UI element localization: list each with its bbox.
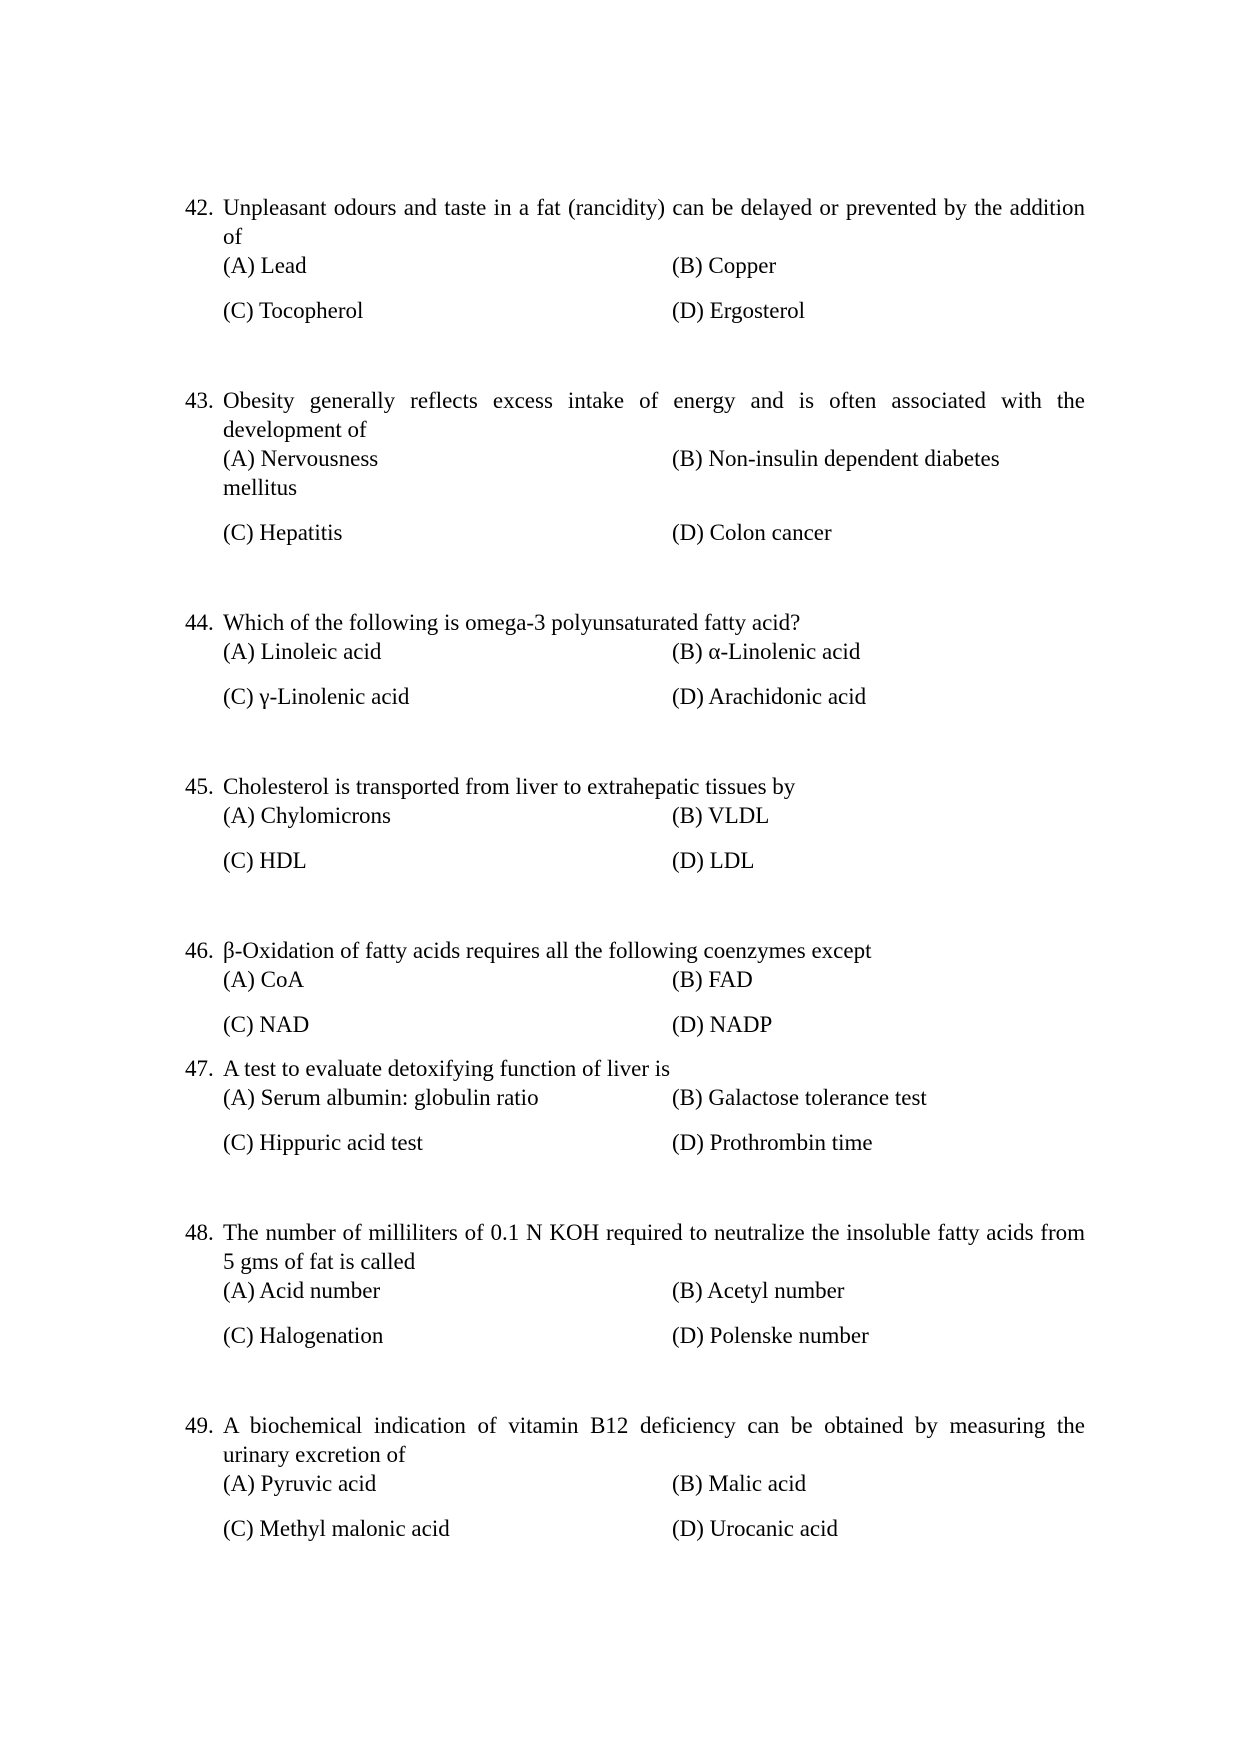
question-44 — [185, 608, 1085, 711]
question-47 — [185, 1054, 1085, 1157]
options-row — [223, 1083, 1085, 1112]
question-text: Cholesterol is transported from liver to extrahepatic tissues by — [223, 774, 796, 799]
option-b: (B) Malic acid — [672, 1471, 807, 1496]
question-text: Unpleasant odours and taste in a fat (rancidity) can be delayed or prevented by the addition of — [223, 195, 1085, 249]
question-49 — [185, 1411, 1085, 1543]
option-c: (C) HDL — [223, 848, 307, 873]
question-number: 44. — [185, 610, 214, 635]
question-46 — [185, 936, 1085, 1039]
option-d: (D) Colon cancer — [672, 520, 832, 545]
option-d: (D) Urocanic acid — [672, 1516, 839, 1541]
option-c: (C) Halogenation — [223, 1323, 384, 1348]
question-number: 45. — [185, 774, 214, 799]
option-b-continuation: mellitus — [223, 475, 298, 500]
options-row — [223, 965, 1085, 994]
option-a: (A) Lead — [223, 253, 307, 278]
option-b: (B) VLDL — [672, 803, 770, 828]
question-45 — [185, 772, 1085, 875]
option-a: (A) CoA — [223, 967, 305, 992]
option-c: (C) γ-Linolenic acid — [223, 684, 410, 709]
question-48 — [185, 1218, 1085, 1350]
options-row — [223, 1514, 1085, 1543]
option-a: (A) Pyruvic acid — [223, 1471, 377, 1496]
option-b: (B) Acetyl number — [672, 1278, 845, 1303]
option-a: (A) Linoleic acid — [223, 639, 382, 664]
options-row — [223, 1010, 1085, 1039]
question-42 — [185, 193, 1085, 325]
options-row — [223, 846, 1085, 875]
option-b: (B) FAD — [672, 967, 753, 992]
option-a: (A) Serum albumin: globulin ratio — [223, 1085, 539, 1110]
option-a: (A) Acid number — [223, 1278, 381, 1303]
question-stem — [185, 772, 1085, 801]
question-text: β-Oxidation of fatty acids requires all the following coenzymes except — [223, 938, 872, 963]
question-number: 46. — [185, 938, 214, 963]
option-d: (D) Ergosterol — [672, 298, 806, 323]
question-number: 49. — [185, 1413, 214, 1438]
question-stem — [185, 386, 1085, 444]
option-d: (D) LDL — [672, 848, 755, 873]
option-a: (A) Nervousness — [223, 446, 379, 471]
question-text: Obesity generally reflects excess intake of energy and is often associated with the development of — [223, 388, 1085, 442]
option-d: (D) Polenske number — [672, 1323, 869, 1348]
option-b: (B) Copper — [672, 253, 777, 278]
option-c: (C) Hepatitis — [223, 520, 343, 545]
question-number: 47. — [185, 1056, 214, 1081]
question-number: 48. — [185, 1220, 214, 1245]
question-text: The number of milliliters of 0.1 N KOH required to neutralize the insoluble fatty acids from 5 gms of fat is called — [223, 1220, 1085, 1274]
options-row — [223, 1128, 1085, 1157]
question-stem — [185, 1218, 1085, 1276]
question-text: A biochemical indication of vitamin B12 deficiency can be obtained by measuring the urinary excretion of — [223, 1413, 1085, 1467]
question-text: A test to evaluate detoxifying function of liver is — [223, 1056, 671, 1081]
option-c: (C) NAD — [223, 1012, 310, 1037]
option-b: (B) Non-insulin dependent diabetes — [672, 446, 1000, 471]
options-row — [223, 1469, 1085, 1498]
question-43 — [185, 386, 1085, 547]
options-row — [223, 296, 1085, 325]
question-text: Which of the following is omega-3 polyunsaturated fatty acid? — [223, 610, 801, 635]
question-stem — [185, 193, 1085, 251]
option-d: (D) Prothrombin time — [672, 1130, 873, 1155]
option-c: (C) Tocopherol — [223, 298, 364, 323]
question-stem — [185, 608, 1085, 637]
options-row — [223, 682, 1085, 711]
question-number: 43. — [185, 388, 214, 413]
question-number: 42. — [185, 195, 214, 220]
options-row — [223, 801, 1085, 830]
question-stem — [185, 1411, 1085, 1469]
option-d: (D) NADP — [672, 1012, 773, 1037]
options-row — [223, 1321, 1085, 1350]
question-stem — [185, 1054, 1085, 1083]
option-c: (C) Methyl malonic acid — [223, 1516, 450, 1541]
option-b: (B) Galactose tolerance test — [672, 1085, 927, 1110]
options-row — [223, 518, 1085, 547]
option-a: (A) Chylomicrons — [223, 803, 392, 828]
options-row — [223, 637, 1085, 666]
option-d: (D) Arachidonic acid — [672, 684, 867, 709]
option-b: (B) α-Linolenic acid — [672, 639, 861, 664]
options-row — [223, 251, 1085, 280]
options-row — [223, 1276, 1085, 1305]
option-c: (C) Hippuric acid test — [223, 1130, 423, 1155]
question-stem — [185, 936, 1085, 965]
options-row — [223, 444, 1085, 473]
